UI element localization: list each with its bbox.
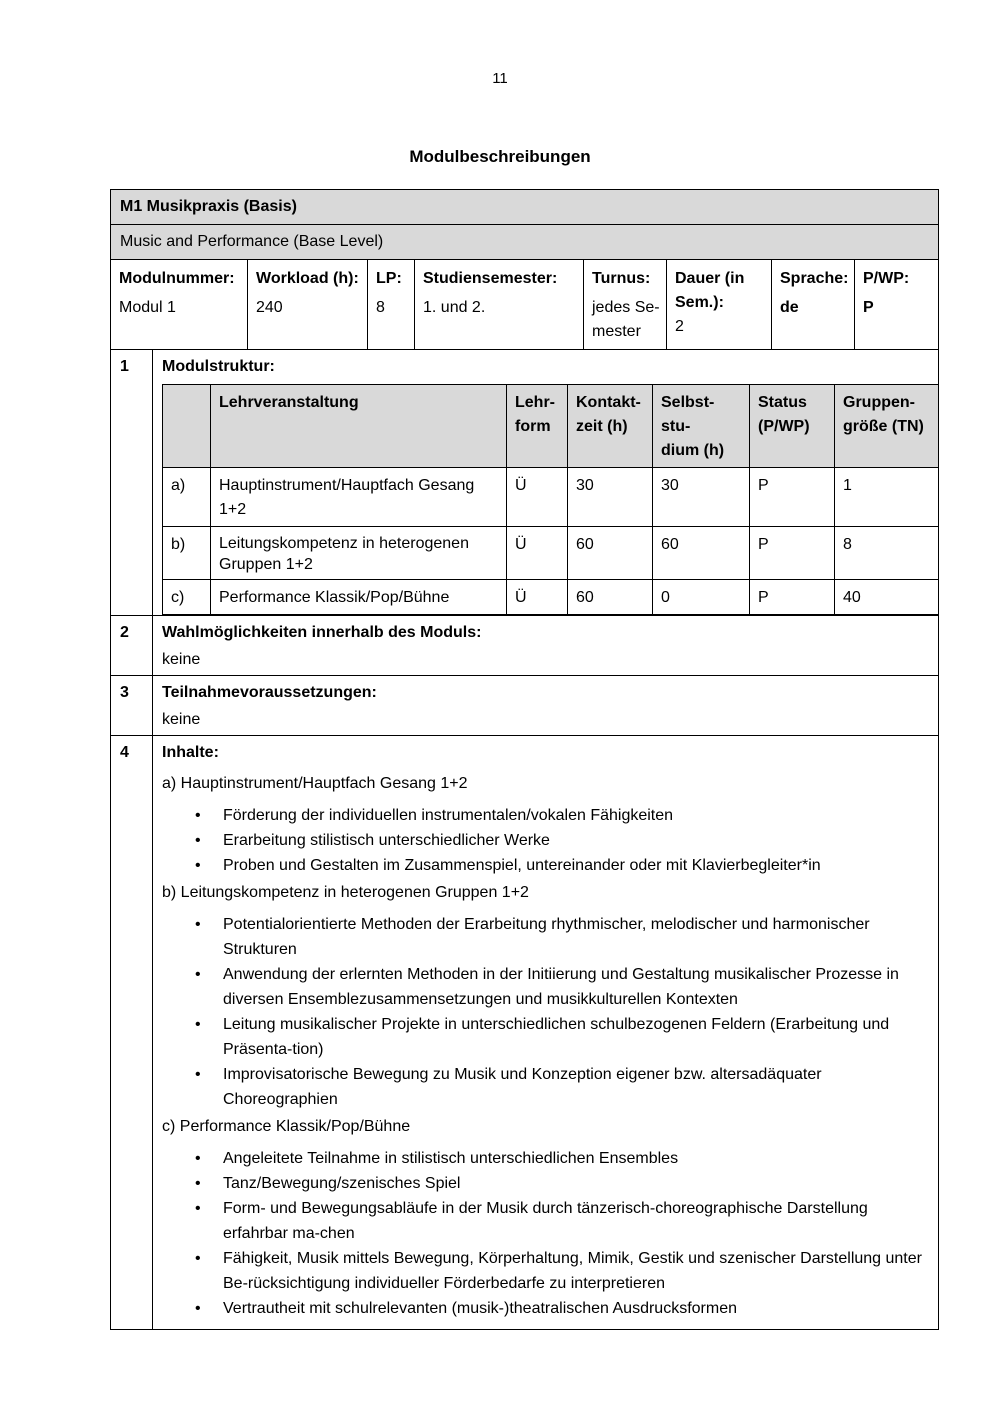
list-item: • Form- und Bewegungsabläufe in der Musik durch tänzerisch-choreographische Darstellung erfahrbar ma-chen: [223, 1196, 938, 1246]
list-item: • Angeleitete Teilnahme in stilistisch unterschiedlichen Ensembles: [223, 1146, 938, 1171]
table-cell: 30: [568, 468, 653, 527]
meta-value: 1. und 2.: [423, 299, 486, 316]
meta-value: jedes Se- mester: [592, 299, 660, 340]
list-item: • Potentialorientierte Methoden der Erarbeitung rhythmischer, melodischer und harmonischer Strukturen: [223, 912, 938, 962]
table-cell: Performance Klassik/Pop/Bühne: [211, 580, 507, 615]
bullet-list: [162, 912, 938, 1112]
meta-label: Turnus:: [592, 270, 651, 287]
table-cell: 60: [653, 527, 750, 580]
table-cell: 30: [653, 468, 750, 527]
table-row: [163, 468, 939, 527]
table-cell: P: [750, 580, 835, 615]
meta-cell-turnus: [584, 260, 667, 349]
header-cell: Selbst-stu- dium (h): [653, 385, 750, 468]
meta-value: 240: [256, 299, 283, 316]
meta-label: Dauer (in Sem.):: [675, 270, 745, 311]
module-subtitle: Music and Performance (Base Level): [111, 225, 938, 260]
meta-label: Sprache:: [780, 270, 849, 287]
table-cell: 40: [835, 580, 939, 615]
list-item: • Improvisatorische Bewegung zu Musik und Konzeption eigener bzw. altersadäquater Choreographien: [223, 1062, 938, 1112]
section-number: 2: [111, 616, 153, 675]
meta-value: 2: [675, 318, 684, 335]
meta-value: 8: [376, 299, 385, 316]
header-cell: Gruppen- größe (TN): [835, 385, 939, 468]
meta-label: Workload (h):: [256, 270, 359, 287]
table-cell: b): [163, 527, 211, 580]
meta-value: Modul 1: [119, 299, 176, 316]
list-item: • Proben und Gestalten im Zusammenspiel, untereinander oder mit Klavierbegleiter*in: [223, 853, 938, 878]
header-cell: [163, 385, 211, 468]
section-1: [111, 350, 938, 616]
table-cell: P: [750, 468, 835, 527]
meta-cell-studiensemester: [415, 260, 584, 349]
section-number: 3: [111, 676, 153, 735]
table-cell: 60: [568, 580, 653, 615]
table-cell: P: [750, 527, 835, 580]
document-title: Modulbeschreibungen: [409, 147, 591, 166]
section-3: [111, 676, 938, 736]
section-heading: Teilnahmevoraussetzungen:: [162, 684, 377, 701]
table-cell: 1: [835, 468, 939, 527]
section-heading: Modulstruktur:: [162, 358, 275, 375]
list-item: • Vertrautheit mit schulrelevanten (musik-)theatralischen Ausdrucksformen: [223, 1296, 938, 1321]
table-cell: Hauptinstrument/Hauptfach Gesang 1+2: [211, 468, 507, 527]
section-heading: Inhalte:: [162, 744, 219, 761]
list-item: • Fähigkeit, Musik mittels Bewegung, Körperhaltung, Mimik, Gestik und szenischer Darstellung unter Be-rücksichtigung individueller Förderbedarfe zu interpretieren: [223, 1246, 938, 1296]
meta-value: P: [863, 299, 874, 316]
course-table: [162, 384, 939, 615]
table-cell: Leitungskompetenz in heterogenen Gruppen 1+2: [211, 527, 507, 580]
meta-cell-lp: [368, 260, 415, 349]
table-row: [163, 580, 939, 615]
meta-cell-pwp: [855, 260, 938, 349]
list-item: • Leitung musikalischer Projekte in unterschiedlichen schulbezogenen Feldern (Erarbeitung und Präsenta-tion): [223, 1012, 938, 1062]
section-text: keine: [162, 651, 201, 668]
section-number: 4: [111, 736, 153, 1329]
list-item: • Anwendung der erlernten Methoden in der Initiierung und Gestaltung musikalischer Prozesse in diversen Ensemblezusammensetzungen und musikkulturellen Kontexten: [223, 962, 938, 1012]
bullet-list: [162, 1146, 938, 1321]
section-text: keine: [162, 711, 201, 728]
list-item: • Erarbeitung stilistisch unterschiedlicher Werke: [223, 828, 938, 853]
meta-value: de: [780, 299, 799, 316]
header-cell: Lehrveranstaltung: [211, 385, 507, 468]
table-cell: 60: [568, 527, 653, 580]
module-table: [110, 189, 939, 1330]
table-cell: Ü: [507, 580, 568, 615]
header-cell: Kontakt- zeit (h): [568, 385, 653, 468]
header-cell: Lehr- form: [507, 385, 568, 468]
subsection-title: c) Performance Klassik/Pop/Bühne: [162, 1118, 411, 1135]
bullet-list: [162, 803, 938, 878]
subsection-title: b) Leitungskompetenz in heterogenen Gruppen 1+2: [162, 884, 529, 901]
section-4: [111, 736, 938, 1329]
course-table-header: [163, 385, 939, 468]
meta-label: LP:: [376, 270, 402, 287]
section-2: [111, 616, 938, 676]
table-cell: Ü: [507, 527, 568, 580]
meta-cell-dauer: [667, 260, 772, 349]
list-item: • Förderung der individuellen instrumentalen/vokalen Fähigkeiten: [223, 803, 938, 828]
meta-label: Studiensemester:: [423, 270, 558, 287]
module-title: M1 Musikpraxis (Basis): [111, 190, 938, 225]
table-row: [163, 527, 939, 580]
meta-label: P/WP:: [863, 270, 910, 287]
module-meta-row: [111, 260, 938, 350]
table-cell: 8: [835, 527, 939, 580]
header-cell: Status (P/WP): [750, 385, 835, 468]
table-cell: 0: [653, 580, 750, 615]
meta-cell-sprache: [772, 260, 855, 349]
table-cell: Ü: [507, 468, 568, 527]
list-item: • Tanz/Bewegung/szenisches Spiel: [223, 1171, 938, 1196]
meta-cell-workload: [248, 260, 368, 349]
table-cell: a): [163, 468, 211, 527]
meta-cell-modulnummer: [111, 260, 248, 349]
meta-label: Modulnummer:: [119, 270, 235, 287]
section-heading: Wahlmöglichkeiten innerhalb des Moduls:: [162, 624, 482, 641]
table-cell: c): [163, 580, 211, 615]
page-number: 11: [492, 70, 508, 87]
subsection-title: a) Hauptinstrument/Hauptfach Gesang 1+2: [162, 775, 468, 792]
section-number: 1: [111, 350, 153, 615]
